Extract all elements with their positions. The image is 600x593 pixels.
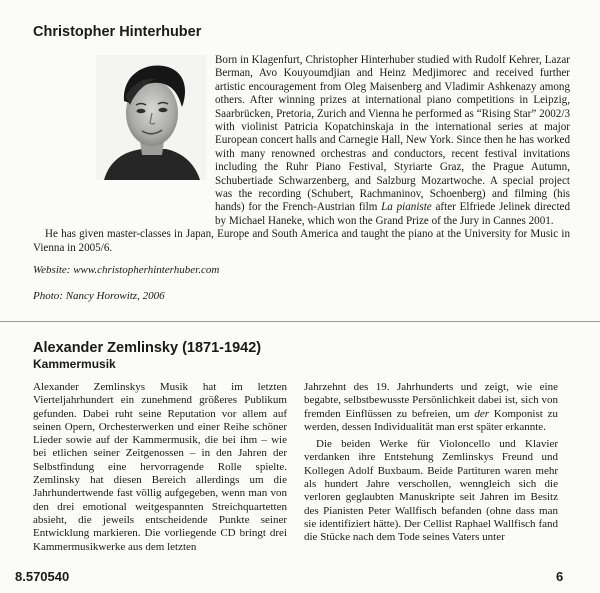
column-left	[33, 381, 287, 554]
catalog-number: 8.570540	[15, 569, 70, 584]
section-subtitle: Kammermusik	[33, 357, 116, 371]
bio-paragraph-2: He has given master-classes in Japan, Europe and South America and taught the piano at the University for Music in Vienna in 2005/6.	[33, 228, 570, 254]
column-right	[304, 381, 558, 545]
page-number: 6	[556, 569, 564, 584]
section-divider	[0, 321, 600, 322]
photo-credit: Photo: Nancy Horowitz, 2006	[33, 290, 165, 302]
text-segment: Komponist zu werden, dessen Individualität man erst später erkannte.	[304, 407, 558, 433]
column-right-paragraph-1	[304, 381, 558, 434]
portrait-spacer	[33, 54, 215, 218]
bio-paragraph-1	[33, 54, 570, 228]
column-left-paragraph: Alexander Zemlinskys Musik hat im letzten Vierteljahrhundert ein zunehmend größeres Publikum gefunden. Dabei ruht seine Reputation vor allem auf seinen Opern, Orchesterwerken und einer Reihe schöner Lieder sowie auf der Kammermusik, die bei ihm – wie bei etlichen seiner Zeitgenossen – in den Jahren der Selbstfindung eine hervorragende Rolle spielte. Zemlinsky hat diesen Bereich allerdings um die Jahrhundertwende fast völlig aufgegeben, wenn man von den drei emotional weitgespannten Streichquartetten absieht, die jeweils entscheidende Punkte seiner Entwicklung markieren. Die vorliegende CD bringt drei Kammermusikwerke aus dem letzten	[33, 381, 287, 553]
text-segment: Jahrzehnt des 19. Jahrhunderts und zeigt, wie eine begabte, selbstbewusste Persönlichkeit dabei ist, sich von fremden Einflüssen zu befreien, um	[304, 381, 558, 420]
bio-heading: Christopher Hinterhuber	[33, 24, 202, 40]
film-title: La pianiste	[381, 201, 432, 214]
bio-text-segment: after Elfriede Jelinek directed by Michael Haneke, which won the Grand Prize of the Jury in Cannes 2001.	[215, 201, 570, 227]
bio-text-segment: Born in Klagenfurt, Christopher Hinterhuber studied with Rudolf Kehrer, Lazar Berman, Avo Kouyoumdjian and Heinz Medjimorec and received further artistic encouragement from Oleg Maisenberg and Vladimir Ashkenazy among others. After winning prizes at international piano competitions in Leipzig, Saarbrücken, Pretoria, Zurich and Vienna he performed as “Rising Star” 2002/3 with violinist Patricia Kopatchinskaja in the international series at major European concert halls and Carnegie Hall, New York. Since then he has worked with many renowned orchestras and conductors, recent festival invitations including the Ruhr Piano Festival, Styriarte Graz, the Prague Autumn, Schubertiade Schwarzenberg, and Salzburg Mozartwoche. A special project was the recording (Schubert, Rachmaninov, Schoenberg) and filming (his hands) for the French-Austrian film	[215, 54, 570, 214]
bio-website: Website: www.christopherhinterhuber.com	[33, 264, 220, 276]
bio-body	[33, 54, 570, 255]
section-title: Alexander Zemlinsky (1871-1942)	[33, 340, 262, 356]
emphasis: der	[474, 407, 490, 420]
column-right-paragraph-2: Die beiden Werke für Violoncello und Klavier verdanken ihre Entstehung Zemlinskys Freund und Kollegen Adolf Buxbaum. Beide Partituren waren mehr als hundert Jahre verschollen, wenngleich sich die verloren geglaubten Manuskripte seit Jahren im Besitz des Pianisten Peter Wallfisch befanden (ohne dass man sie identifiziert hätte). Der Cellist Raphael Wallfisch fand die Stücke nach dem Tode seines Vaters unter	[304, 438, 558, 544]
